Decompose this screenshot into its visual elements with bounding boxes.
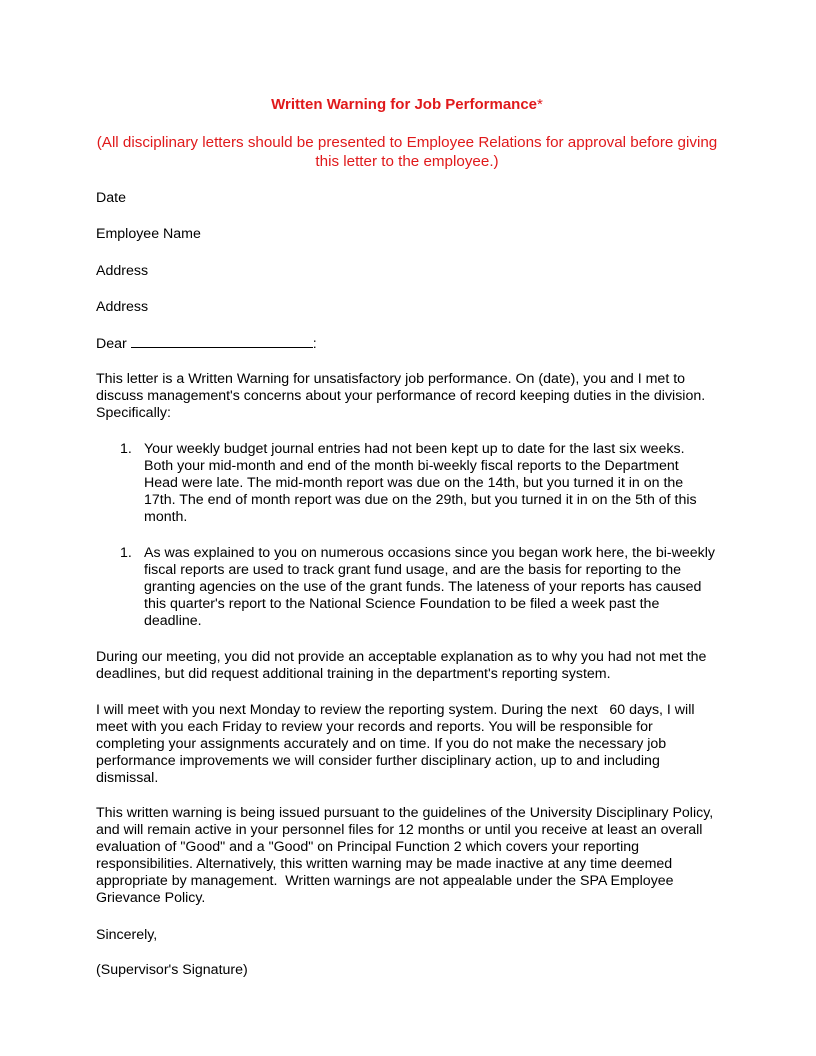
date-field: Date	[96, 190, 126, 206]
employee-name-field: Employee Name	[96, 226, 201, 242]
address-field-1: Address	[96, 263, 149, 279]
address-field-2: Address	[96, 299, 149, 315]
policy-paragraph: This written warning is being issued pursuant to the guidelines of the University Disciplinary Policy, and will remain active in your personnel files for 12 months or until you receive at least an overall evaluation of "Good" and a "Good" on Principal Function 2 which covers your reporting responsibilities. Alternatively, this written warning may be made inactive at any time deemed appropriate by management. Written warnings are not appealable under the SPA Employee Grievance Policy.	[96, 805, 718, 906]
list-item-text: Your weekly budget journal entries had not been kept up to date for the last six weeks. Both your mid-month and end of the month bi-weekly fiscal reports to the Department Head were late. The mid-month report was due on the 14th, but you turned it in on the 17th. The end of month report was due on the 29th, but you turned it in on the 5th of this month.	[144, 441, 697, 525]
list-item-number: 1.	[120, 545, 132, 561]
plan-paragraph: I will meet with you next Monday to review the reporting system. During the next 60 days, I will meet with you each Friday to review your records and reports. You will be responsible for completing your assignments accurately and on time. If you do not make the necessary job performance improvements we will consider further disciplinary action, up to and including dismissal.	[96, 702, 699, 786]
meeting-paragraph: During our meeting, you did not provide an acceptable explanation as to why you had not met the deadlines, but did request additional training in the department's reporting system.	[96, 649, 707, 682]
name-blank-line	[131, 335, 313, 348]
intro-paragraph: This letter is a Written Warning for unsatisfactory job performance. On (date), you and I met to discuss management's concerns about your performance of record keeping duties in the division. Specifically:	[96, 371, 706, 421]
letter-title	[96, 96, 718, 114]
salutation-text: Dear	[96, 336, 127, 352]
approval-note: (All disciplinary letters should be presented to Employee Relations for approval before giving this letter to the employee.)	[96, 134, 718, 170]
salutation-colon: :	[312, 336, 317, 352]
title-asterisk: *	[537, 96, 543, 113]
title-text: Written Warning for Job Performance	[271, 96, 538, 113]
closing-text: Sincerely,	[96, 927, 158, 943]
supervisor-signature: (Supervisor's Signature)	[96, 962, 248, 978]
salutation-line	[96, 335, 317, 353]
list-item-text: As was explained to you on numerous occasions since you began work here, the bi-weekly fiscal reports are used to track grant fund usage, and are the basis for reporting to the granting agencies on the use of the grant funds. The lateness of your reports has caused this quarter's report to the National Science Foundation to be filed a week past the deadline.	[144, 545, 715, 629]
list-item-number: 1.	[120, 441, 132, 457]
